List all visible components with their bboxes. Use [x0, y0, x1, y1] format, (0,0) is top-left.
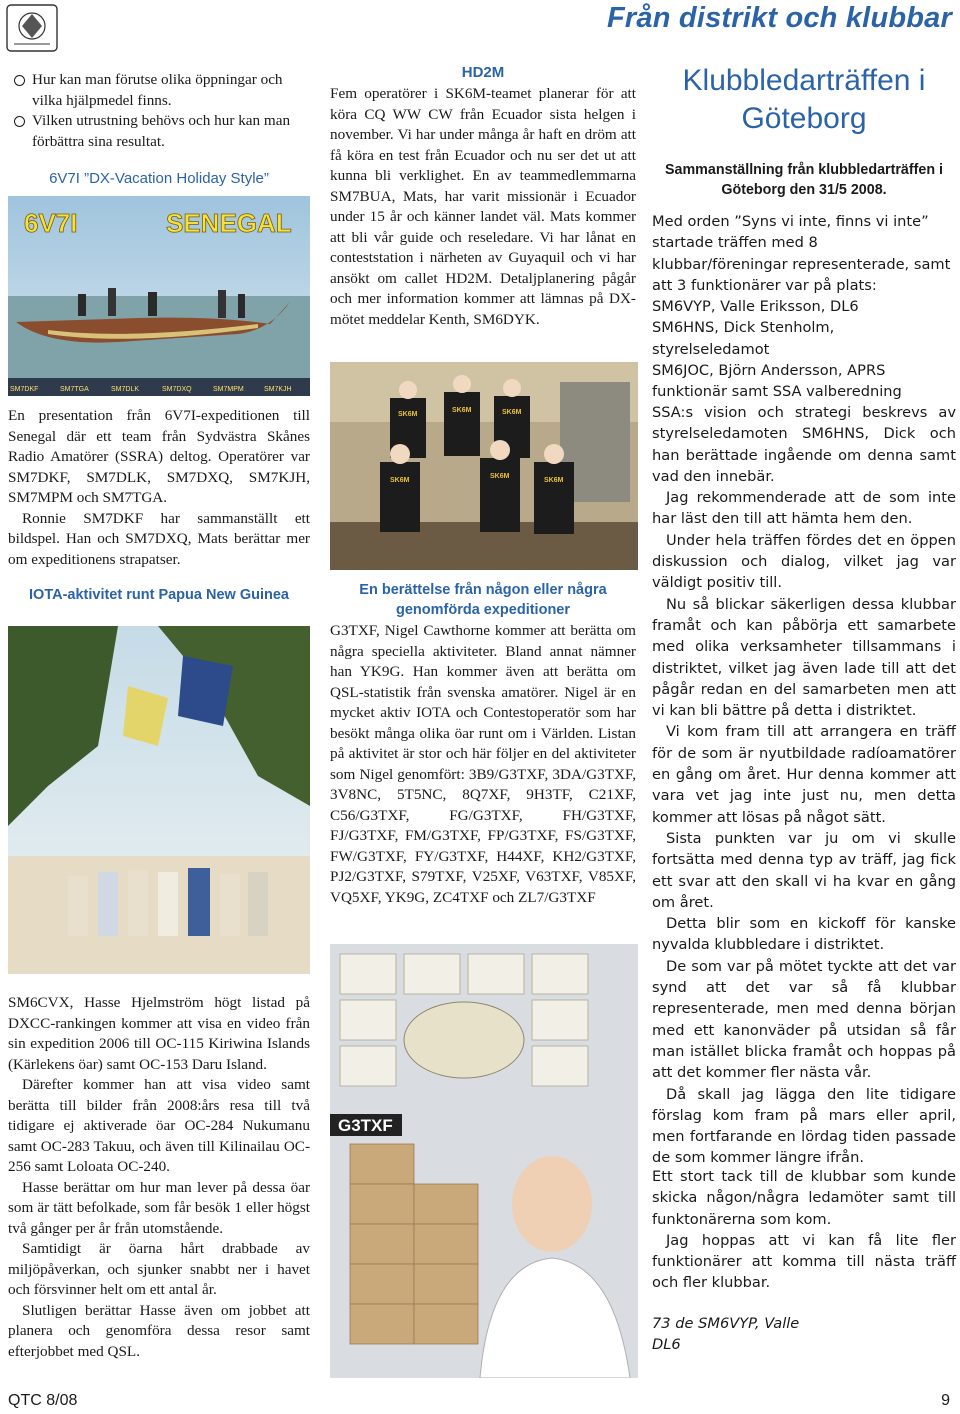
bullet-ring-icon: [14, 116, 25, 127]
shirt-label: SK6M: [452, 407, 472, 414]
paragraph: Hasse berättar om hur man lever på dessa öar som är tätt befolkade, som får besök 1 eller högst två gånger per år från utomstående.: [8, 1178, 310, 1237]
photo-6v7i-senegal: [8, 196, 310, 396]
shirt-label: SK6M: [502, 409, 522, 416]
paragraph: Då skall jag lägga den lite tidigare förslag kom fram på mars eller april, men fortfarande en lördag tiden passade de som kommer längre ifrån.: [652, 1085, 956, 1167]
topic-bullet-list: [8, 70, 310, 152]
shirt-label: SK6M: [390, 477, 410, 484]
article-hd2m: Fem operatörer i SK6M-teamet planerar för att köra CQ WW CW från Ecuador sista helgen i november. Vi har under många år haft en dröm att få köra en test från Ecuador och nu ser det ut att kunna bli verklighet. En av teammedlemmarna SM7BUA, Mats, har varit missionär i Ecuador under 15 år och känner landet väl. Mats kommer att bli vår guide och reseledare. Vi har lånat en conteststation i närheten av Guyaquil och vi har ansökt om callet HD2M. Detaljplanering pågår och mer information kommer att lämnas på DX-mötet meddelar Kenth, SM6DYK.: [330, 85, 636, 328]
photo-title-right: SENEGAL: [166, 208, 292, 238]
paragraph: En presentation från 6V7I-expeditionen till Senegal där ett team från Sydvästra Skånes Radio Amatörer (SSRA) deltog. Operatörer var SM7DKF, SM7DLK, SM7DXQ, SM7KJH, SM7MPM och SM7TGA.: [8, 407, 310, 506]
signature-line: DL6: [652, 1336, 681, 1354]
paragraph: Jag rekommenderade att de som inte har läst den till att hämta hem den.: [652, 489, 956, 528]
paragraph: Nu så blickar säkerligen dessa klubbar framåt och kan påbörja ett samarbete med olika verksamheter tillsammans i distriktet, vilket jag även lade till att det pågår redan en del samarbeten men att vi kan bli bättre på detta i distriktet.: [652, 595, 956, 720]
footer-issue: QTC 8/08: [8, 1392, 78, 1409]
article-iota: [8, 993, 310, 1362]
photo-g3txf: [330, 944, 638, 1378]
operator-label: SM7MPM: [213, 386, 244, 393]
signature: [652, 1313, 956, 1356]
bullet-item: [8, 70, 310, 111]
body-block: [652, 402, 956, 1169]
official-item: SM6VYP, Valle Eriksson, DL6: [652, 298, 859, 316]
bullet-text: Vilken utrustning behövs och hur kan man förbättra sina resultat.: [32, 112, 291, 150]
bullet-item: [8, 111, 310, 152]
photo-title-left: 6V7I: [24, 208, 78, 238]
paragraph: Samtidigt är öarna hårt drabbade av miljöpåverkan, och sjunker snabbt ner i havet och försvinner helt om ett antal år.: [8, 1240, 310, 1298]
photo-iota-group: [8, 626, 310, 974]
paragraph: SSA:s vision och strategi beskrevs av styrelseledamoten SM6HNS, Dick och han berättade ingående om denna samt vad den innebär.: [652, 404, 956, 485]
shirt-label: SK6M: [398, 411, 418, 418]
club-logo: [6, 4, 58, 52]
operator-label: SM7DXQ: [162, 386, 192, 393]
paragraph: Sista punkten var ju om vi skulle fortsätta med denna typ av träff, jag fick ett svar att den skall vi ha kvar en gång om året.: [652, 829, 956, 911]
section-title: Från distrikt och klubbar: [607, 2, 952, 34]
paragraph: De som var på mötet tyckte att det var synd att det var så få klubbar representerade, men med denna början med ett kanonväder på utsidan så får man istället blicka framåt och hoppas på att det kommer fler nästa vår.: [652, 957, 956, 1082]
heading-story: En berättelse från någon eller några genomförda expeditioner: [359, 582, 607, 618]
bullet-text: Hur kan man förutse olika öppningar och vilka hjälpmedel finns.: [32, 71, 283, 109]
paragraph: Jag hoppas att vi kan få lite fler funktionärer att komma till nästa träff och fler klubbar.: [652, 1231, 956, 1292]
callsign-banner: G3TXF: [338, 1116, 393, 1135]
paragraph: Ronnie SM7DKF har sammanställt ett bildspel. Han och SM7DXQ, Mats berättar mer om expeditionens strapatser.: [8, 509, 310, 568]
intro-paragraph: Med orden ”Syns vi inte, finns vi inte” startade träffen med 8 klubbar/föreningar representerade, samt att 3 funktionärer var på plats:: [652, 213, 951, 294]
signature-line: 73 de SM6VYP, Valle: [652, 1315, 800, 1332]
heading-hd2m: HD2M: [461, 64, 505, 81]
bullet-ring-icon: [14, 75, 25, 86]
official-item: SM6JOC, Björn Andersson, APRS funktionär samt SSA valberedning: [652, 362, 902, 401]
paragraph: Därefter kommer han att visa video samt berätta till bilder från 2008:års resa till två tidigare ej aktiverade öar OC-284 Nukumanu samt OC-283 Takuu, och även till Kilinailau OC-256 samt Loloata OC-240.: [8, 1076, 310, 1175]
page-number: 9: [941, 1392, 950, 1409]
paragraph: Vi kom fram till att arrangera en träff för de som är nyutbildade radíoamatörer en gång om året. Hur denna kommer att vara vet jag inte just nu, men detta kommer att lösas på något sätt.: [652, 723, 956, 826]
operator-label: SM7TGA: [60, 386, 89, 393]
article-g3txf: G3TXF, Nigel Cawthorne kommer att berätta om några speciella aktiviteter. Bland annat nämner han YK9G. Han kommer även att berätta om QSL-statistik från svenska amatörer. Nigel är en mycket aktiv IOTA och Contestoperatör som har besökt många olika öar runt om i Världen. Listan på aktivitet är stor och här följer en del aktiviteter som Nigel genomfört: 3B9/G3TXF, 3DA/G3TXF, 3V8NC, 5T5NC, 8Q7XF, 9H3TF, C21XF, C56/G3TXF, FG/G3TXF, FH/G3TXF, FJ/G3TXF, FM/G3TXF, FP/G3TXF, FS/G3TXF, FW/G3TXF, FY/G3TXF, H44XF, KH2/G3TXF, PJ2/G3TXF, S79TXF, V25XF, V63TXF, V85XF, VQ5XF, YK9G, ZC4TXF och ZL7/G3TXF: [330, 622, 636, 906]
article-title: Klubbledarträffen i Göteborg: [682, 64, 926, 135]
operator-label: SM7DLK: [111, 386, 140, 393]
paragraph: Ett stort tack till de klubbar som kunde skicka någon/några ledamöter samt till funktonärerna som kom.: [652, 1168, 956, 1228]
closing-block: [652, 1166, 956, 1294]
official-item: SM6HNS, Dick Stenholm, styrelseledamot: [652, 319, 835, 358]
paragraph: Detta blir som en kickoff för kanske nyvalda klubbledare i distriktet.: [652, 915, 956, 954]
paragraph: Under hela träffen fördes det en öppen diskussion och dialog, vilket jag var väldigt positiv till.: [652, 531, 956, 592]
article-subtitle: Sammanställning från klubbledarträffen i Göteborg den 31/5 2008.: [664, 162, 944, 198]
shirt-label: SK6M: [544, 477, 564, 484]
article-6v7i: [8, 406, 310, 570]
paragraph: SM6CVX, Hasse Hjelmström högt listad på DXCC-rankingen kommer att visa en video från sin expedition 2006 till OC-115 Kiriwina Islands (Kärlekens öar) samt OC-153 Daru Island.: [8, 994, 310, 1073]
shirt-label: SK6M: [490, 473, 510, 480]
heading-6v7i: 6V7I ”DX-Vacation Holiday Style”: [49, 170, 269, 187]
heading-iota: IOTA-aktivitet runt Papua New Guinea: [29, 587, 289, 603]
intro-block: [652, 211, 956, 403]
operator-label: SM7KJH: [264, 386, 292, 393]
operator-label: SM7DKF: [10, 386, 39, 393]
photo-sk6m-team: [330, 362, 638, 570]
paragraph: Slutligen berättar Hasse även om jobbet att planera och genomföra dessa resor samt efterjobbet med QSL.: [8, 1301, 310, 1360]
